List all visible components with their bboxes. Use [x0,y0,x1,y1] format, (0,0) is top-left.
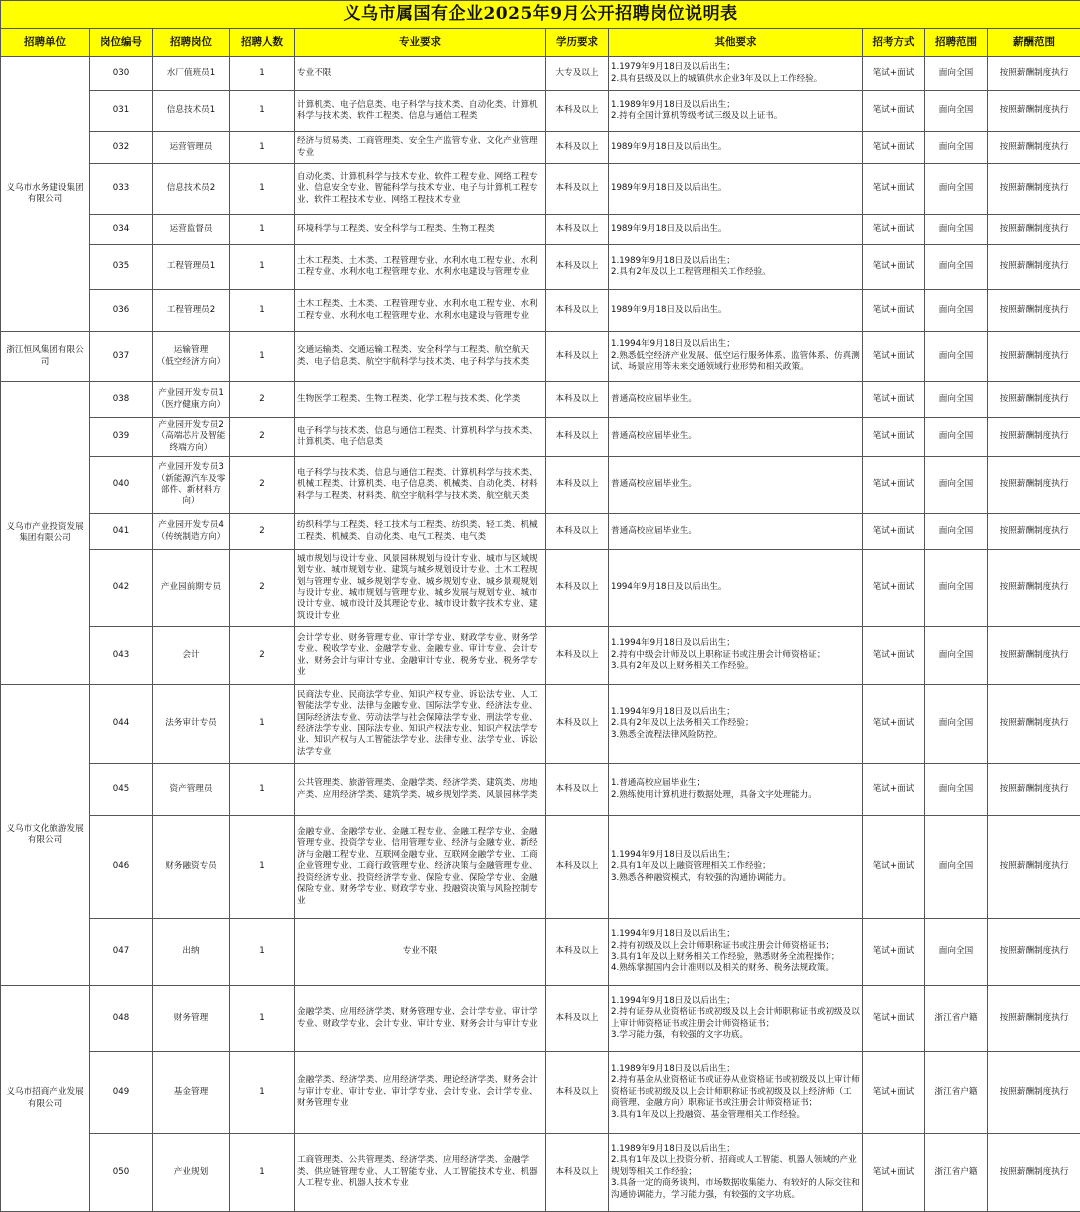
table-row [1,816,1080,919]
cell-edu: 本科及以上 [546,91,609,132]
cell-other: 1.1994年9月18日及以后出生； 2.具有1年及以上融资管理相关工作经验； 3.熟悉各种融资模式，有较强的沟通协调能力。 [609,816,863,919]
cell-major: 环境科学与工程类、安全科学与工程类、生物工程类 [295,215,546,245]
cell-salary: 按照薪酬制度执行 [988,816,1080,919]
cell-edu: 本科及以上 [546,1052,609,1134]
cell-scope: 面向全国 [925,685,988,764]
cell-count: 1 [230,245,295,290]
cell-post: 产业园开发专员4 （传统制造方向） [153,514,230,550]
table-row [1,1052,1080,1134]
cell-count: 1 [230,986,295,1052]
cell-scope: 面向全国 [925,91,988,132]
cell-other: 1.1989年9月18日及以后出生； 2.具有2年及以上工程管理相关工作经验。 [609,245,863,290]
cell-major: 会计学专业、财务管理专业、审计学专业、财政学专业、财务学专业、税收学专业、金融学专业、金融专业、审计专业、会计专业、财务会计与审计专业、金融审计专业、税务专业、税务学专业 [295,627,546,685]
cell-count: 1 [230,132,295,164]
cell-scope: 面向全国 [925,164,988,215]
cell-major: 公共管理类、旅游管理类、金融学类、经济学类、建筑类、房地产类、应用经济学类、建筑学类、城乡规划学类、风景园林学类 [295,764,546,816]
cell-edu: 本科及以上 [546,418,609,457]
cell-code: 042 [90,550,153,627]
cell-count: 1 [230,91,295,132]
cell-edu: 大专及以上 [546,57,609,91]
cell-unit: 浙江恒风集团有限公司 [1,332,90,382]
column-header-code: 岗位编号 [90,29,153,57]
cell-method: 笔试+面试 [863,627,925,685]
cell-code: 045 [90,764,153,816]
cell-method: 笔试+面试 [863,245,925,290]
cell-major: 计算机类、电子信息类、电子科学与技术类、自动化类、计算机科学与技术类、软件工程类、信息与通信工程类 [295,91,546,132]
cell-salary: 按照薪酬制度执行 [988,550,1080,627]
cell-salary: 按照薪酬制度执行 [988,57,1080,91]
cell-unit: 义乌市招商产业发展有限公司 [1,986,90,1212]
cell-major: 交通运输类、交通运输工程类、安全科学与工程类、航空航天类、电子信息类、航空宇航科学与技术类、电子科学与技术类 [295,332,546,382]
cell-salary: 按照薪酬制度执行 [988,332,1080,382]
cell-scope: 面向全国 [925,382,988,418]
cell-salary: 按照薪酬制度执行 [988,457,1080,514]
cell-scope: 面向全国 [925,290,988,332]
table-row [1,57,1080,91]
cell-salary: 按照薪酬制度执行 [988,382,1080,418]
cell-code: 044 [90,685,153,764]
cell-salary: 按照薪酬制度执行 [988,919,1080,986]
cell-scope: 浙江省户籍 [925,1134,988,1212]
cell-unit: 义乌市文化旅游发展有限公司 [1,685,90,986]
cell-post: 产业园开发专员3 （新能源汽车及零部件、新材料方向） [153,457,230,514]
cell-other: 普通高校应届毕业生。 [609,418,863,457]
table-row [1,986,1080,1052]
cell-other: 1.1989年9月18日及以后出生； 2.具有1年及以上投资分析、招商或人工智能、机器人领域的产业规划等相关工作经验； 3.具备一定的商务谈判、市场数据收集能力、有较好的人际交往和沟通协调能力，学习能力强，有较强的文字功底。 [609,1134,863,1212]
cell-salary: 按照薪酬制度执行 [988,290,1080,332]
cell-count: 1 [230,57,295,91]
cell-count: 2 [230,514,295,550]
cell-salary: 按照薪酬制度执行 [988,132,1080,164]
cell-edu: 本科及以上 [546,986,609,1052]
cell-salary: 按照薪酬制度执行 [988,1134,1080,1212]
table-body [1,57,1080,1212]
cell-edu: 本科及以上 [546,816,609,919]
cell-other: 1.1989年9月18日及以后出生； 2.持有全国计算机等级考试三级及以上证书。 [609,91,863,132]
cell-post: 信息技术员2 [153,164,230,215]
cell-method: 笔试+面试 [863,550,925,627]
cell-code: 030 [90,57,153,91]
cell-post: 水厂值班员1 [153,57,230,91]
cell-code: 037 [90,332,153,382]
cell-salary: 按照薪酬制度执行 [988,1052,1080,1134]
cell-edu: 本科及以上 [546,132,609,164]
table-row [1,418,1080,457]
cell-method: 笔试+面试 [863,382,925,418]
cell-method: 笔试+面试 [863,132,925,164]
table-row [1,1134,1080,1212]
cell-count: 1 [230,919,295,986]
cell-code: 046 [90,816,153,919]
cell-code: 049 [90,1052,153,1134]
cell-post: 产业规划 [153,1134,230,1212]
cell-salary: 按照薪酬制度执行 [988,764,1080,816]
cell-scope: 面向全国 [925,514,988,550]
cell-scope: 面向全国 [925,57,988,91]
cell-count: 2 [230,382,295,418]
cell-other: 1.1994年9月18日及以后出生； 2.熟悉低空经济产业发展、低空运行服务体系、监管体系、仿真测试、场景应用等未来交通领域行业形势和相关政策。 [609,332,863,382]
table-row [1,91,1080,132]
cell-other: 1.1994年9月18日及以后出生； 2.具有2年及以上法务相关工作经验； 3.熟悉全流程法律风险防控。 [609,685,863,764]
cell-post: 财务管理 [153,986,230,1052]
cell-edu: 本科及以上 [546,290,609,332]
cell-post: 工程管理员2 [153,290,230,332]
cell-scope: 面向全国 [925,816,988,919]
cell-method: 笔试+面试 [863,685,925,764]
cell-post: 信息技术员1 [153,91,230,132]
cell-code: 043 [90,627,153,685]
cell-post: 运营管理员 [153,132,230,164]
cell-major: 专业不限 [295,919,546,986]
cell-major: 民商法专业、民商法学专业、知识产权专业、诉讼法专业、人工智能法学专业、法律与金融专业、国际法学专业、经济法专业、国际经济法专业、劳动法学与社会保障法学专业、刑法学专业、经济法学专业、国际法专业、知识产权法专业、知识产权法学专业、知识产权与人工智能法学专业、法律专业、法学专业、诉讼法学专业 [295,685,546,764]
cell-salary: 按照薪酬制度执行 [988,164,1080,215]
cell-major: 工商管理类、公共管理类、经济学类、应用经济学类、金融学类、供应链管理专业、人工智能专业、人工智能技术专业、机器人工程专业、机器人技术专业 [295,1134,546,1212]
cell-method: 笔试+面试 [863,164,925,215]
cell-other: 1.1979年9月18日及以后出生； 2.具有县级及以上的城镇供水企业3年及以上工作经验。 [609,57,863,91]
cell-major: 金融学类、经济学类、应用经济学类、理论经济学类、财务会计与审计专业、审计专业、审计学专业、会计专业、会计学专业、财务管理专业 [295,1052,546,1134]
cell-post: 产业园开发专员2 （高端芯片及智能终端方向） [153,418,230,457]
cell-count: 1 [230,290,295,332]
cell-code: 040 [90,457,153,514]
cell-count: 1 [230,764,295,816]
table-row [1,764,1080,816]
cell-code: 050 [90,1134,153,1212]
cell-post: 运营监督员 [153,215,230,245]
cell-scope: 面向全国 [925,550,988,627]
table-row [1,919,1080,986]
cell-count: 1 [230,816,295,919]
cell-salary: 按照薪酬制度执行 [988,986,1080,1052]
cell-post: 运输管理 （低空经济方向） [153,332,230,382]
cell-post: 出纳 [153,919,230,986]
table-row [1,332,1080,382]
cell-other: 1989年9月18日及以后出生。 [609,290,863,332]
cell-count: 2 [230,550,295,627]
column-header-salary: 薪酬范围 [988,29,1080,57]
cell-edu: 本科及以上 [546,245,609,290]
cell-scope: 面向全国 [925,245,988,290]
cell-scope: 面向全国 [925,418,988,457]
cell-other: 1989年9月18日及以后出生。 [609,132,863,164]
table-row [1,245,1080,290]
cell-method: 笔试+面试 [863,457,925,514]
cell-other: 普通高校应届毕业生。 [609,457,863,514]
cell-scope: 面向全国 [925,132,988,164]
cell-major: 土木工程类、土木类、工程管理专业、水利水电工程专业、水利工程专业、水利水电工程管理专业、水利水电建设与管理专业 [295,290,546,332]
cell-salary: 按照薪酬制度执行 [988,91,1080,132]
cell-count: 1 [230,215,295,245]
cell-code: 036 [90,290,153,332]
cell-edu: 本科及以上 [546,685,609,764]
cell-method: 笔试+面试 [863,986,925,1052]
cell-method: 笔试+面试 [863,1134,925,1212]
cell-salary: 按照薪酬制度执行 [988,418,1080,457]
column-header-scope: 招聘范围 [925,29,988,57]
cell-salary: 按照薪酬制度执行 [988,685,1080,764]
cell-edu: 本科及以上 [546,919,609,986]
cell-major: 专业不限 [295,57,546,91]
table-row [1,685,1080,764]
cell-post: 产业园开发专员1 （医疗健康方向） [153,382,230,418]
cell-salary: 按照薪酬制度执行 [988,627,1080,685]
cell-other: 1989年9月18日及以后出生。 [609,164,863,215]
cell-code: 047 [90,919,153,986]
page-title: 义乌市属国有企业2025年9月公开招聘岗位说明表 [1,1,1080,29]
cell-scope: 面向全国 [925,919,988,986]
cell-edu: 本科及以上 [546,215,609,245]
cell-method: 笔试+面试 [863,215,925,245]
cell-edu: 本科及以上 [546,332,609,382]
cell-method: 笔试+面试 [863,1052,925,1134]
cell-other: 1994年9月18日及以后出生。 [609,550,863,627]
cell-scope: 面向全国 [925,764,988,816]
cell-major: 电子科学与技术类、信息与通信工程类、计算机科学与技术类、计算机类、电子信息类 [295,418,546,457]
column-header-unit: 招聘单位 [1,29,90,57]
cell-major: 土木工程类、土木类、工程管理专业、水利水电工程专业、水利工程专业、水利水电工程管理专业、水利水电建设与管理专业 [295,245,546,290]
cell-edu: 本科及以上 [546,164,609,215]
cell-major: 金融专业、金融学专业、金融工程专业、金融工程学专业、金融管理专业、投资学专业、信用管理专业、经济与金融专业、新经济与金融工程专业、互联网金融专业、互联网金融学专业、工商企业管理专业、工商行政管理专业、经济决策与金融管理专业、投资经济专业、投资经济学专业、保险专业、保险学专业、金融保险专业、财务学专业、财政学专业、投融资决策与风险控制专业 [295,816,546,919]
cell-post: 财务融资专员 [153,816,230,919]
cell-major: 金融学类、应用经济学类、财务管理专业、会计学专业、审计学专业、财政学专业、会计专业、审计专业、财务会计与审计专业 [295,986,546,1052]
table-row [1,290,1080,332]
cell-major: 城市规划与设计专业、风景园林规划与设计专业、城市与区域规划专业、城市规划专业、建筑与城乡规划设计专业、土木工程规划与管理专业、城乡规划学专业、城乡规划专业、城乡景观规划与设计专业、城市规划与管理专业、城乡发展与规划专业、城市设计专业、城市设计及其理论专业、城市设计数字技术专业、建筑设计专业 [295,550,546,627]
cell-post: 会计 [153,627,230,685]
cell-major: 经济与贸易类、工商管理类、安全生产监管专业、文化产业管理专业 [295,132,546,164]
cell-salary: 按照薪酬制度执行 [988,514,1080,550]
cell-code: 034 [90,215,153,245]
cell-major: 自动化类、计算机科学与技术专业、软件工程专业、网络工程专业、信息安全专业、智能科学与技术专业、电子与计算机工程专业、软件工程技术专业、网络工程技术专业 [295,164,546,215]
cell-other: 1.普通高校应届毕业生； 2.熟练使用计算机进行数据处理，具备文字处理能力。 [609,764,863,816]
table-row [1,164,1080,215]
cell-code: 041 [90,514,153,550]
cell-salary: 按照薪酬制度执行 [988,245,1080,290]
cell-code: 032 [90,132,153,164]
cell-unit: 义乌市产业投资发展集团有限公司 [1,382,90,685]
cell-count: 2 [230,457,295,514]
cell-method: 笔试+面试 [863,332,925,382]
cell-count: 1 [230,685,295,764]
cell-edu: 本科及以上 [546,382,609,418]
cell-other: 1.1994年9月18日及以后出生； 2.持有中级会计师及以上职称证书或注册会计师资格证； 3.具有2年及以上财务相关工作经验。 [609,627,863,685]
cell-scope: 面向全国 [925,332,988,382]
cell-scope: 浙江省户籍 [925,1052,988,1134]
cell-unit: 义乌市水务建设集团有限公司 [1,57,90,332]
cell-edu: 本科及以上 [546,514,609,550]
table-row [1,382,1080,418]
cell-other: 1.1989年9月18日及以后出生； 2.持有基金从业资格证书或证券从业资格证书或初级及以上审计师资格证书或初级及以上会计师职称证书或初级及以上经济师（工商管理、金融方向）职称证书或注册会计师资格证书； 3.具有1年及以上投融资、基金管理相关工作经验。 [609,1052,863,1134]
cell-code: 031 [90,91,153,132]
cell-method: 笔试+面试 [863,57,925,91]
cell-major: 纺织科学与工程类、轻工技术与工程类、纺织类、轻工类、机械工程类、机械类、自动化类、电气工程类、电气类 [295,514,546,550]
table-row [1,132,1080,164]
table-row [1,627,1080,685]
table-row [1,514,1080,550]
column-header-other: 其他要求 [609,29,863,57]
cell-salary: 按照薪酬制度执行 [988,215,1080,245]
cell-method: 笔试+面试 [863,91,925,132]
cell-major: 生物医学工程类、生物工程类、化学工程与技术类、化学类 [295,382,546,418]
cell-post: 资产管理员 [153,764,230,816]
cell-scope: 面向全国 [925,627,988,685]
cell-scope: 面向全国 [925,215,988,245]
cell-count: 2 [230,627,295,685]
cell-post: 产业园前期专员 [153,550,230,627]
column-header-major: 专业要求 [295,29,546,57]
cell-scope: 面向全国 [925,457,988,514]
column-header-count: 招聘人数 [230,29,295,57]
cell-count: 1 [230,332,295,382]
cell-edu: 本科及以上 [546,1134,609,1212]
cell-other: 1.1994年9月18日及以后出生； 2.持有初级及以上会计师职称证书或注册会计师资格证书； 3.具有1年及以上财务相关工作经验，熟悉财务全流程操作； 4.熟练掌握国内会计准则以及相关的财务、税务法规政策。 [609,919,863,986]
column-header-post: 招聘岗位 [153,29,230,57]
cell-code: 035 [90,245,153,290]
cell-code: 033 [90,164,153,215]
cell-major: 电子科学与技术类、信息与通信工程类、计算机科学与技术类、机械工程类、计算机类、电子信息类、机械类、自动化类、材料科学与工程类、材料类、航空宇航科学与技术类、航空航天类 [295,457,546,514]
cell-count: 2 [230,418,295,457]
cell-method: 笔试+面试 [863,919,925,986]
cell-edu: 本科及以上 [546,627,609,685]
cell-other: 1989年9月18日及以后出生。 [609,215,863,245]
cell-other: 普通高校应届毕业生。 [609,382,863,418]
cell-method: 笔试+面试 [863,290,925,332]
cell-method: 笔试+面试 [863,418,925,457]
cell-post: 法务审计专员 [153,685,230,764]
cell-edu: 本科及以上 [546,457,609,514]
cell-post: 工程管理员1 [153,245,230,290]
cell-code: 048 [90,986,153,1052]
table-row [1,457,1080,514]
cell-code: 038 [90,382,153,418]
cell-other: 普通高校应届毕业生。 [609,514,863,550]
cell-count: 1 [230,1052,295,1134]
cell-other: 1.1994年9月18日及以后出生； 2.持有证券从业资格证书或初级及以上会计师职称证书或初级及以上审计师资格证书或注册会计师资格证书； 3.学习能力强，有较强的文字功底。 [609,986,863,1052]
cell-code: 039 [90,418,153,457]
cell-count: 1 [230,164,295,215]
column-header-method: 招考方式 [863,29,925,57]
column-header-edu: 学历要求 [546,29,609,57]
cell-count: 1 [230,1134,295,1212]
cell-post: 基金管理 [153,1052,230,1134]
cell-edu: 本科及以上 [546,550,609,627]
table-row [1,550,1080,627]
cell-edu: 本科及以上 [546,764,609,816]
cell-method: 笔试+面试 [863,764,925,816]
cell-scope: 浙江省户籍 [925,986,988,1052]
cell-method: 笔试+面试 [863,816,925,919]
header-row [1,29,1080,57]
table-row [1,215,1080,245]
cell-method: 笔试+面试 [863,514,925,550]
